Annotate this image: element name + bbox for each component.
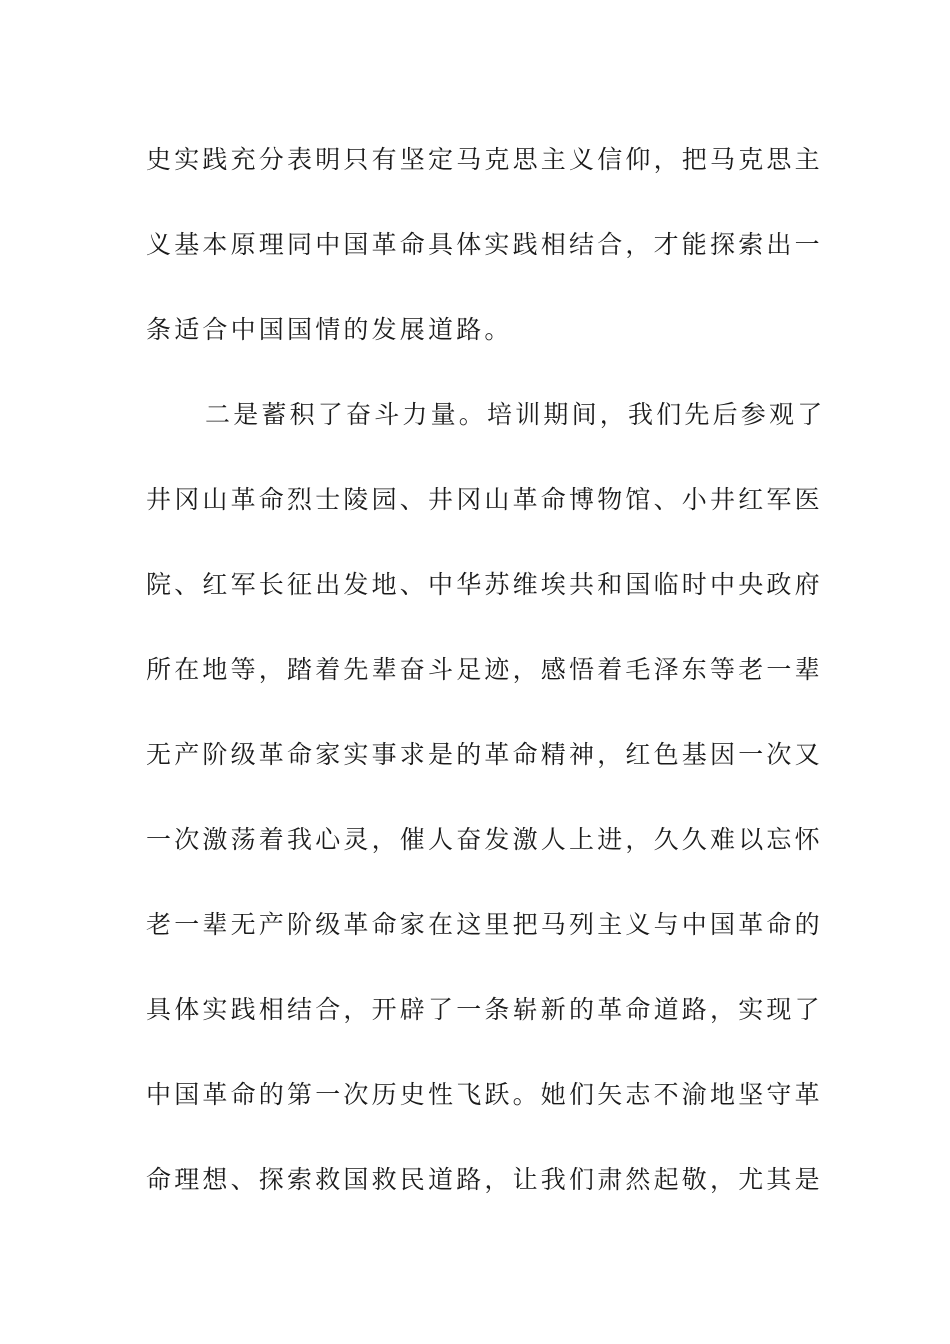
text-line: 所在地等，踏着先辈奋斗足迹，感悟着毛泽东等老一辈	[146, 655, 823, 684]
text-line: 条适合中国国情的发展道路。	[146, 315, 513, 344]
text-line: 井冈山革命烈士陵园、井冈山革命博物馆、小井红军医	[146, 485, 823, 514]
text-line: 命理想、探索救国救民道路，让我们肃然起敬，尤其是	[146, 1165, 823, 1194]
text-line: 无产阶级革命家实事求是的革命精神，红色基因一次又	[146, 740, 823, 769]
text-line: 一次激荡着我心灵，催人奋发激人上进，久久难以忘怀	[146, 825, 823, 854]
document-body	[146, 135, 826, 1240]
text-line: 具体实践相结合，开辟了一条崭新的革命道路，实现了	[146, 995, 823, 1024]
text-line: 义基本原理同中国革命具体实践相结合，才能探索出一	[146, 230, 823, 259]
text-line: 老一辈无产阶级革命家在这里把马列主义与中国革命的	[146, 910, 823, 939]
text-line: 史实践充分表明只有坚定马克思主义信仰，把马克思主	[146, 145, 823, 174]
text-line: 院、红军长征出发地、中华苏维埃共和国临时中央政府	[146, 570, 823, 599]
text-line: 中国革命的第一次历史性飞跃。她们矢志不渝地坚守革	[146, 1080, 823, 1109]
paragraph-start-line: 二是蓄积了奋斗力量。培训期间，我们先后参观了	[205, 400, 826, 429]
